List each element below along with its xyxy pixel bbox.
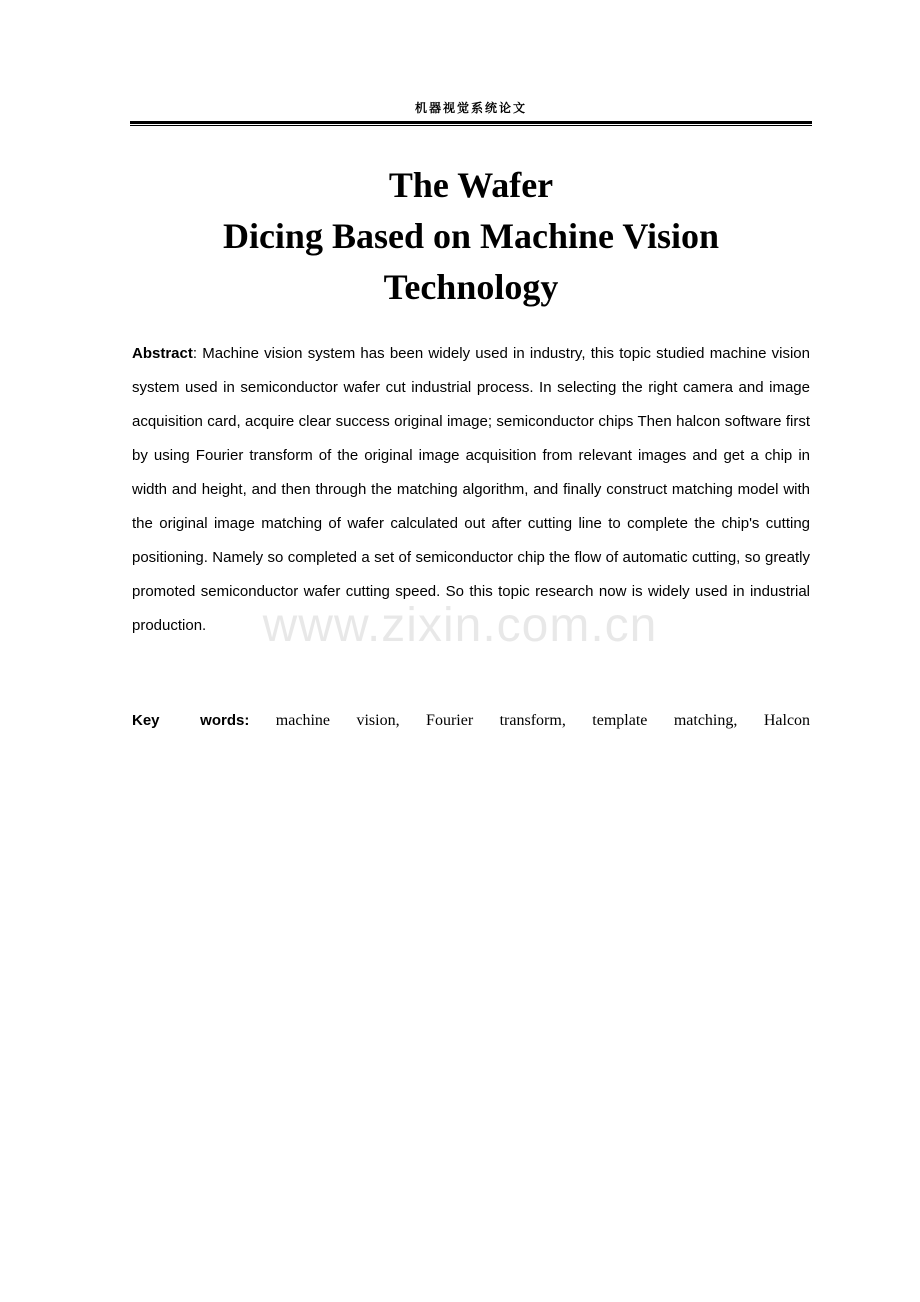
keyword-item: template matching, xyxy=(592,712,738,729)
keywords-line xyxy=(132,704,810,738)
title-line-2: Dicing Based on Machine Vision xyxy=(222,216,720,256)
abstract-label: Abstract xyxy=(132,345,193,362)
abstract-text: : Machine vision system has been widely used in industry, this topic studied machine vision system used in semiconductor wafer cut industrial process. In selecting the right camera and image acquisition card, acquire clear success original image; semiconductor chips Then halcon software first by using Fourier transform of the original image acquisition from relevant images and get a chip in width and height, and then through the matching algorithm, and finally construct matching model with the original image matching of wafer calculated out after cutting line to complete the chip's cutting positioning. Namely so completed a set of semiconductor chip the flow of automatic cutting, so greatly promoted semiconductor wafer cutting speed. So this topic research now is widely used in industrial production. xyxy=(132,345,810,634)
header-rule-thin xyxy=(130,125,812,126)
keyword-item: Halcon xyxy=(763,712,811,729)
keywords-label: Key words: xyxy=(132,712,250,729)
watermark: www.zixin.com.cn xyxy=(262,599,658,652)
abstract-paragraph xyxy=(132,337,810,643)
keyword-item: Fourier transform, xyxy=(426,712,566,729)
keyword-item: machine vision, xyxy=(275,712,400,729)
paper-title xyxy=(130,160,812,313)
title-line-3: Technology xyxy=(383,267,559,307)
header-rule-thick xyxy=(130,121,812,124)
running-header: 机器视觉系统论文 xyxy=(414,101,527,115)
title-line-1: The Wafer xyxy=(388,165,554,205)
